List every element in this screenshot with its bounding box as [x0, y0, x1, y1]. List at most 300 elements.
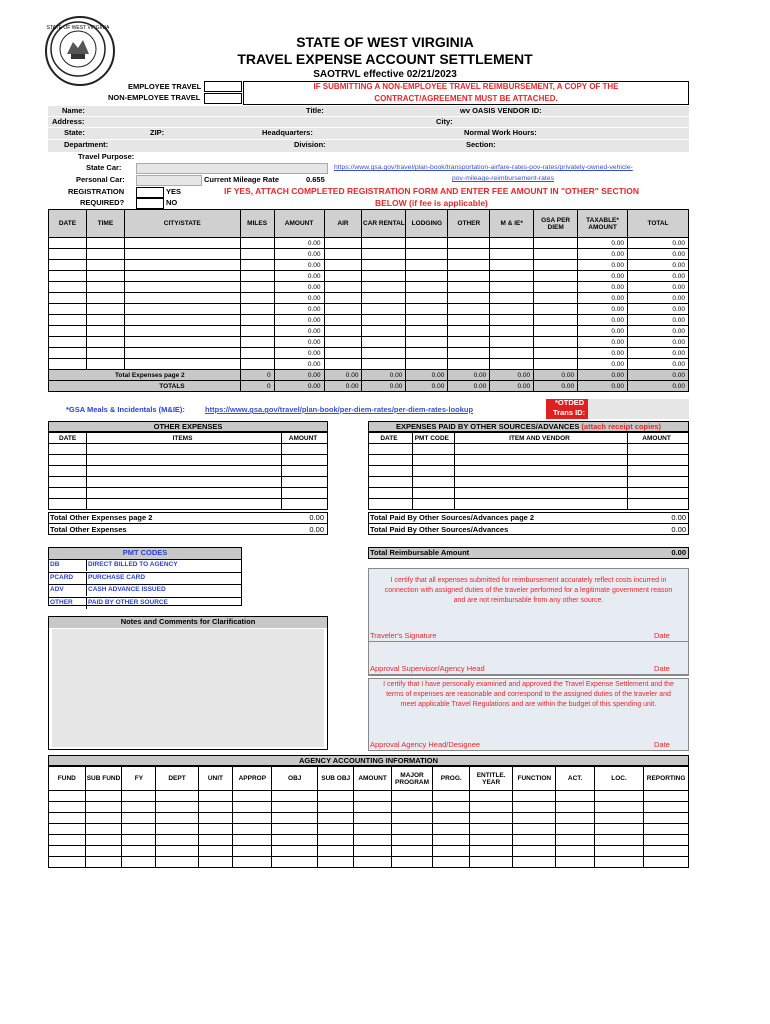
- expense-cell[interactable]: [534, 260, 578, 271]
- accounting-cell[interactable]: [391, 835, 433, 846]
- accounting-cell[interactable]: [556, 824, 594, 835]
- accounting-cell[interactable]: [594, 835, 644, 846]
- paid-expense-cell[interactable]: [412, 488, 454, 499]
- expense-cell[interactable]: [534, 271, 578, 282]
- expense-amount-cell[interactable]: 0.00: [274, 260, 324, 271]
- other-expense-cell[interactable]: [282, 466, 328, 477]
- accounting-cell[interactable]: [318, 813, 354, 824]
- expense-total-cell[interactable]: 0.00: [628, 238, 689, 249]
- expense-taxable-cell[interactable]: 0.00: [578, 249, 628, 260]
- accounting-cell[interactable]: [433, 791, 470, 802]
- accounting-cell[interactable]: [594, 813, 644, 824]
- accounting-cell[interactable]: [556, 835, 594, 846]
- accounting-cell[interactable]: [556, 857, 594, 868]
- expense-cell[interactable]: [86, 337, 124, 348]
- expense-cell[interactable]: [362, 271, 406, 282]
- expense-cell[interactable]: [448, 260, 490, 271]
- paid-expense-cell[interactable]: [412, 455, 454, 466]
- accounting-cell[interactable]: [470, 813, 513, 824]
- expense-cell[interactable]: [324, 359, 362, 370]
- accounting-cell[interactable]: [470, 791, 513, 802]
- accounting-cell[interactable]: [391, 813, 433, 824]
- accounting-cell[interactable]: [594, 824, 644, 835]
- accounting-cell[interactable]: [354, 791, 391, 802]
- accounting-cell[interactable]: [433, 824, 470, 835]
- accounting-cell[interactable]: [433, 846, 470, 857]
- other-expense-cell[interactable]: [49, 444, 87, 455]
- expense-cell[interactable]: [324, 260, 362, 271]
- other-expense-cell[interactable]: [49, 466, 87, 477]
- accounting-cell[interactable]: [272, 835, 318, 846]
- accounting-cell[interactable]: [156, 824, 198, 835]
- expense-taxable-cell[interactable]: 0.00: [578, 304, 628, 315]
- expense-cell[interactable]: [448, 326, 490, 337]
- expense-cell[interactable]: [49, 315, 87, 326]
- expense-cell[interactable]: [324, 238, 362, 249]
- accounting-cell[interactable]: [354, 813, 391, 824]
- mileage-rate-link[interactable]: https://www.gsa.gov/travel/plan-book/transportation-airfare-rates-pov-rates/privately-owned-vehicle-: [334, 164, 633, 171]
- state-car-field[interactable]: [136, 163, 328, 174]
- paid-expense-cell[interactable]: [628, 499, 689, 510]
- expense-cell[interactable]: [324, 282, 362, 293]
- paid-expense-cell[interactable]: [369, 488, 413, 499]
- expense-total-cell[interactable]: 0.00: [628, 315, 689, 326]
- accounting-cell[interactable]: [156, 835, 198, 846]
- expense-cell[interactable]: [240, 359, 274, 370]
- paid-expense-cell[interactable]: [412, 444, 454, 455]
- accounting-cell[interactable]: [391, 846, 433, 857]
- expense-amount-cell[interactable]: 0.00: [274, 304, 324, 315]
- personal-car-field[interactable]: [136, 175, 202, 186]
- expense-cell[interactable]: [448, 359, 490, 370]
- expense-cell[interactable]: [406, 238, 448, 249]
- expense-total-cell[interactable]: 0.00: [628, 359, 689, 370]
- accounting-cell[interactable]: [513, 802, 556, 813]
- expense-cell[interactable]: [86, 260, 124, 271]
- paid-expense-cell[interactable]: [369, 477, 413, 488]
- expense-amount-cell[interactable]: 0.00: [274, 348, 324, 359]
- expense-cell[interactable]: [240, 260, 274, 271]
- accounting-cell[interactable]: [122, 835, 156, 846]
- expense-total-cell[interactable]: 0.00: [628, 260, 689, 271]
- expense-cell[interactable]: [490, 337, 534, 348]
- trans-id-field[interactable]: [588, 399, 689, 419]
- expense-taxable-cell[interactable]: 0.00: [578, 348, 628, 359]
- expense-cell[interactable]: [362, 348, 406, 359]
- expense-taxable-cell[interactable]: 0.00: [578, 260, 628, 271]
- expense-cell[interactable]: [240, 304, 274, 315]
- expense-cell[interactable]: [49, 271, 87, 282]
- expense-cell[interactable]: [406, 304, 448, 315]
- accounting-cell[interactable]: [272, 802, 318, 813]
- expense-cell[interactable]: [448, 304, 490, 315]
- expense-cell[interactable]: [362, 249, 406, 260]
- expense-amount-cell[interactable]: 0.00: [274, 326, 324, 337]
- expense-cell[interactable]: [490, 282, 534, 293]
- expense-taxable-cell[interactable]: 0.00: [578, 293, 628, 304]
- paid-expense-cell[interactable]: [412, 477, 454, 488]
- expense-cell[interactable]: [86, 348, 124, 359]
- expense-amount-cell[interactable]: 0.00: [274, 271, 324, 282]
- accounting-cell[interactable]: [198, 813, 233, 824]
- accounting-cell[interactable]: [433, 835, 470, 846]
- accounting-cell[interactable]: [644, 835, 689, 846]
- expense-cell[interactable]: [406, 359, 448, 370]
- expense-cell[interactable]: [406, 271, 448, 282]
- other-expense-cell[interactable]: [86, 455, 281, 466]
- expense-cell[interactable]: [448, 271, 490, 282]
- expense-cell[interactable]: [86, 326, 124, 337]
- accounting-cell[interactable]: [85, 846, 122, 857]
- paid-expense-cell[interactable]: [454, 455, 627, 466]
- expense-cell[interactable]: [490, 249, 534, 260]
- expense-cell[interactable]: [49, 249, 87, 260]
- accounting-cell[interactable]: [198, 791, 233, 802]
- expense-total-cell[interactable]: 0.00: [628, 282, 689, 293]
- accounting-cell[interactable]: [433, 813, 470, 824]
- paid-expense-cell[interactable]: [628, 488, 689, 499]
- expense-cell[interactable]: [406, 293, 448, 304]
- expense-cell[interactable]: [324, 337, 362, 348]
- accounting-cell[interactable]: [85, 835, 122, 846]
- accounting-cell[interactable]: [556, 846, 594, 857]
- other-expense-cell[interactable]: [49, 477, 87, 488]
- accounting-cell[interactable]: [156, 813, 198, 824]
- paid-expense-cell[interactable]: [628, 477, 689, 488]
- accounting-cell[interactable]: [233, 802, 272, 813]
- other-expense-cell[interactable]: [86, 499, 281, 510]
- expense-taxable-cell[interactable]: 0.00: [578, 337, 628, 348]
- expense-cell[interactable]: [240, 249, 274, 260]
- expense-cell[interactable]: [534, 337, 578, 348]
- paid-expense-cell[interactable]: [369, 444, 413, 455]
- other-expense-cell[interactable]: [86, 466, 281, 477]
- accounting-cell[interactable]: [49, 824, 86, 835]
- accounting-cell[interactable]: [644, 857, 689, 868]
- accounting-cell[interactable]: [233, 824, 272, 835]
- expense-cell[interactable]: [406, 249, 448, 260]
- expense-cell[interactable]: [124, 238, 240, 249]
- non-employee-travel-checkbox[interactable]: [204, 93, 242, 104]
- expense-cell[interactable]: [490, 348, 534, 359]
- expense-amount-cell[interactable]: 0.00: [274, 359, 324, 370]
- paid-expense-cell[interactable]: [454, 488, 627, 499]
- expense-cell[interactable]: [362, 304, 406, 315]
- accounting-cell[interactable]: [644, 791, 689, 802]
- other-expense-cell[interactable]: [86, 488, 281, 499]
- expense-cell[interactable]: [362, 260, 406, 271]
- accounting-cell[interactable]: [513, 824, 556, 835]
- expense-cell[interactable]: [406, 315, 448, 326]
- registration-yes-checkbox[interactable]: [136, 187, 164, 198]
- accounting-cell[interactable]: [470, 824, 513, 835]
- paid-expense-cell[interactable]: [454, 444, 627, 455]
- expense-cell[interactable]: [124, 348, 240, 359]
- expense-cell[interactable]: [124, 359, 240, 370]
- expense-cell[interactable]: [324, 271, 362, 282]
- expense-cell[interactable]: [490, 260, 534, 271]
- other-expense-cell[interactable]: [282, 499, 328, 510]
- accounting-cell[interactable]: [122, 846, 156, 857]
- expense-cell[interactable]: [86, 249, 124, 260]
- accounting-cell[interactable]: [233, 791, 272, 802]
- accounting-cell[interactable]: [272, 846, 318, 857]
- expense-amount-cell[interactable]: 0.00: [274, 282, 324, 293]
- paid-expense-cell[interactable]: [412, 466, 454, 477]
- expense-cell[interactable]: [406, 326, 448, 337]
- expense-cell[interactable]: [240, 315, 274, 326]
- accounting-cell[interactable]: [354, 835, 391, 846]
- accounting-cell[interactable]: [354, 846, 391, 857]
- other-expense-cell[interactable]: [49, 488, 87, 499]
- expense-cell[interactable]: [448, 315, 490, 326]
- expense-cell[interactable]: [124, 304, 240, 315]
- expense-cell[interactable]: [406, 282, 448, 293]
- accounting-cell[interactable]: [354, 802, 391, 813]
- paid-expense-cell[interactable]: [412, 499, 454, 510]
- expense-cell[interactable]: [534, 304, 578, 315]
- expense-cell[interactable]: [406, 348, 448, 359]
- accounting-cell[interactable]: [156, 802, 198, 813]
- expense-cell[interactable]: [124, 271, 240, 282]
- accounting-cell[interactable]: [391, 802, 433, 813]
- expense-cell[interactable]: [448, 282, 490, 293]
- expense-total-cell[interactable]: 0.00: [628, 271, 689, 282]
- expense-cell[interactable]: [362, 337, 406, 348]
- accounting-cell[interactable]: [318, 835, 354, 846]
- other-expense-cell[interactable]: [86, 477, 281, 488]
- expense-cell[interactable]: [86, 315, 124, 326]
- accounting-cell[interactable]: [318, 846, 354, 857]
- expense-cell[interactable]: [124, 293, 240, 304]
- expense-cell[interactable]: [534, 326, 578, 337]
- accounting-cell[interactable]: [49, 813, 86, 824]
- accounting-cell[interactable]: [156, 857, 198, 868]
- accounting-cell[interactable]: [49, 846, 86, 857]
- accounting-cell[interactable]: [85, 824, 122, 835]
- expense-taxable-cell[interactable]: 0.00: [578, 282, 628, 293]
- expense-cell[interactable]: [49, 359, 87, 370]
- accounting-cell[interactable]: [156, 791, 198, 802]
- registration-no-checkbox[interactable]: [136, 198, 164, 209]
- accounting-cell[interactable]: [354, 857, 391, 868]
- accounting-cell[interactable]: [391, 857, 433, 868]
- accounting-cell[interactable]: [513, 791, 556, 802]
- accounting-cell[interactable]: [433, 802, 470, 813]
- expense-cell[interactable]: [49, 293, 87, 304]
- expense-cell[interactable]: [490, 326, 534, 337]
- expense-cell[interactable]: [448, 238, 490, 249]
- expense-cell[interactable]: [240, 271, 274, 282]
- accounting-cell[interactable]: [49, 835, 86, 846]
- accounting-cell[interactable]: [318, 791, 354, 802]
- accounting-cell[interactable]: [470, 802, 513, 813]
- accounting-cell[interactable]: [354, 824, 391, 835]
- accounting-cell[interactable]: [49, 857, 86, 868]
- expense-cell[interactable]: [86, 304, 124, 315]
- expense-cell[interactable]: [86, 238, 124, 249]
- expense-cell[interactable]: [240, 326, 274, 337]
- accounting-cell[interactable]: [272, 813, 318, 824]
- expense-taxable-cell[interactable]: 0.00: [578, 359, 628, 370]
- accounting-cell[interactable]: [233, 857, 272, 868]
- other-expense-cell[interactable]: [49, 499, 87, 510]
- expense-total-cell[interactable]: 0.00: [628, 304, 689, 315]
- expense-taxable-cell[interactable]: 0.00: [578, 315, 628, 326]
- expense-cell[interactable]: [448, 293, 490, 304]
- expense-cell[interactable]: [49, 337, 87, 348]
- paid-expense-cell[interactable]: [628, 444, 689, 455]
- expense-cell[interactable]: [534, 293, 578, 304]
- accounting-cell[interactable]: [233, 813, 272, 824]
- name-field[interactable]: [100, 106, 300, 116]
- expense-cell[interactable]: [124, 326, 240, 337]
- accounting-cell[interactable]: [391, 824, 433, 835]
- accounting-cell[interactable]: [318, 802, 354, 813]
- accounting-cell[interactable]: [49, 791, 86, 802]
- expense-cell[interactable]: [49, 326, 87, 337]
- accounting-cell[interactable]: [644, 846, 689, 857]
- accounting-cell[interactable]: [594, 791, 644, 802]
- expense-cell[interactable]: [124, 282, 240, 293]
- expense-amount-cell[interactable]: 0.00: [274, 293, 324, 304]
- expense-cell[interactable]: [324, 326, 362, 337]
- accounting-cell[interactable]: [644, 802, 689, 813]
- accounting-cell[interactable]: [644, 813, 689, 824]
- expense-cell[interactable]: [490, 238, 534, 249]
- accounting-cell[interactable]: [272, 824, 318, 835]
- expense-cell[interactable]: [448, 348, 490, 359]
- other-expense-cell[interactable]: [86, 444, 281, 455]
- accounting-cell[interactable]: [198, 802, 233, 813]
- accounting-cell[interactable]: [85, 813, 122, 824]
- paid-expense-cell[interactable]: [369, 499, 413, 510]
- paid-expense-cell[interactable]: [369, 466, 413, 477]
- expense-cell[interactable]: [490, 359, 534, 370]
- accounting-cell[interactable]: [122, 802, 156, 813]
- expense-total-cell[interactable]: 0.00: [628, 249, 689, 260]
- employee-travel-checkbox[interactable]: [204, 81, 242, 92]
- accounting-cell[interactable]: [470, 857, 513, 868]
- accounting-cell[interactable]: [122, 857, 156, 868]
- accounting-cell[interactable]: [513, 813, 556, 824]
- accounting-cell[interactable]: [470, 835, 513, 846]
- expense-cell[interactable]: [240, 282, 274, 293]
- traveler-signature-field[interactable]: [370, 642, 687, 662]
- expense-cell[interactable]: [49, 260, 87, 271]
- paid-expense-cell[interactable]: [369, 455, 413, 466]
- expense-cell[interactable]: [490, 293, 534, 304]
- expense-cell[interactable]: [49, 304, 87, 315]
- accounting-cell[interactable]: [49, 802, 86, 813]
- expense-total-cell[interactable]: 0.00: [628, 348, 689, 359]
- other-expense-cell[interactable]: [282, 488, 328, 499]
- accounting-cell[interactable]: [644, 824, 689, 835]
- agency-head-signature-field[interactable]: [370, 712, 687, 740]
- expense-cell[interactable]: [324, 249, 362, 260]
- accounting-cell[interactable]: [156, 846, 198, 857]
- expense-cell[interactable]: [49, 348, 87, 359]
- expense-cell[interactable]: [362, 326, 406, 337]
- expense-taxable-cell[interactable]: 0.00: [578, 326, 628, 337]
- other-expense-cell[interactable]: [282, 477, 328, 488]
- accounting-cell[interactable]: [594, 857, 644, 868]
- expense-cell[interactable]: [362, 282, 406, 293]
- expense-cell[interactable]: [534, 282, 578, 293]
- expense-cell[interactable]: [448, 249, 490, 260]
- expense-cell[interactable]: [124, 249, 240, 260]
- expense-amount-cell[interactable]: 0.00: [274, 249, 324, 260]
- accounting-cell[interactable]: [318, 824, 354, 835]
- expense-cell[interactable]: [406, 337, 448, 348]
- expense-cell[interactable]: [324, 315, 362, 326]
- expense-cell[interactable]: [534, 238, 578, 249]
- accounting-cell[interactable]: [391, 791, 433, 802]
- accounting-cell[interactable]: [85, 857, 122, 868]
- accounting-cell[interactable]: [233, 846, 272, 857]
- accounting-cell[interactable]: [85, 802, 122, 813]
- expense-cell[interactable]: [490, 315, 534, 326]
- accounting-cell[interactable]: [122, 824, 156, 835]
- mileage-rate-link-2[interactable]: pov-mileage-reimbursement-rates: [452, 175, 554, 182]
- accounting-cell[interactable]: [318, 857, 354, 868]
- expense-cell[interactable]: [490, 271, 534, 282]
- paid-expense-cell[interactable]: [454, 477, 627, 488]
- accounting-cell[interactable]: [513, 857, 556, 868]
- paid-expense-cell[interactable]: [454, 499, 627, 510]
- expense-cell[interactable]: [86, 282, 124, 293]
- other-expense-cell[interactable]: [282, 455, 328, 466]
- accounting-cell[interactable]: [122, 791, 156, 802]
- expense-cell[interactable]: [124, 260, 240, 271]
- expense-cell[interactable]: [362, 293, 406, 304]
- accounting-cell[interactable]: [122, 813, 156, 824]
- accounting-cell[interactable]: [433, 857, 470, 868]
- expense-cell[interactable]: [534, 348, 578, 359]
- expense-cell[interactable]: [240, 293, 274, 304]
- accounting-cell[interactable]: [594, 802, 644, 813]
- expense-cell[interactable]: [86, 271, 124, 282]
- expense-total-cell[interactable]: 0.00: [628, 326, 689, 337]
- expense-cell[interactable]: [406, 260, 448, 271]
- expense-total-cell[interactable]: 0.00: [628, 293, 689, 304]
- expense-cell[interactable]: [240, 238, 274, 249]
- accounting-cell[interactable]: [272, 791, 318, 802]
- expense-cell[interactable]: [324, 293, 362, 304]
- expense-cell[interactable]: [324, 348, 362, 359]
- expense-cell[interactable]: [240, 348, 274, 359]
- expense-amount-cell[interactable]: 0.00: [274, 315, 324, 326]
- expense-cell[interactable]: [448, 337, 490, 348]
- accounting-cell[interactable]: [556, 813, 594, 824]
- accounting-cell[interactable]: [198, 835, 233, 846]
- gsa-per-diem-link[interactable]: https://www.gsa.gov/travel/plan-book/per-diem-rates/per-diem-rates-lookup: [205, 405, 474, 414]
- paid-expense-cell[interactable]: [454, 466, 627, 477]
- expense-taxable-cell[interactable]: 0.00: [578, 271, 628, 282]
- expense-total-cell[interactable]: 0.00: [628, 337, 689, 348]
- expense-cell[interactable]: [86, 293, 124, 304]
- expense-cell[interactable]: [534, 359, 578, 370]
- accounting-cell[interactable]: [198, 846, 233, 857]
- paid-expense-cell[interactable]: [628, 466, 689, 477]
- expense-cell[interactable]: [362, 238, 406, 249]
- expense-cell[interactable]: [362, 359, 406, 370]
- other-expense-cell[interactable]: [49, 455, 87, 466]
- expense-taxable-cell[interactable]: 0.00: [578, 238, 628, 249]
- expense-cell[interactable]: [490, 304, 534, 315]
- accounting-cell[interactable]: [198, 824, 233, 835]
- accounting-cell[interactable]: [594, 846, 644, 857]
